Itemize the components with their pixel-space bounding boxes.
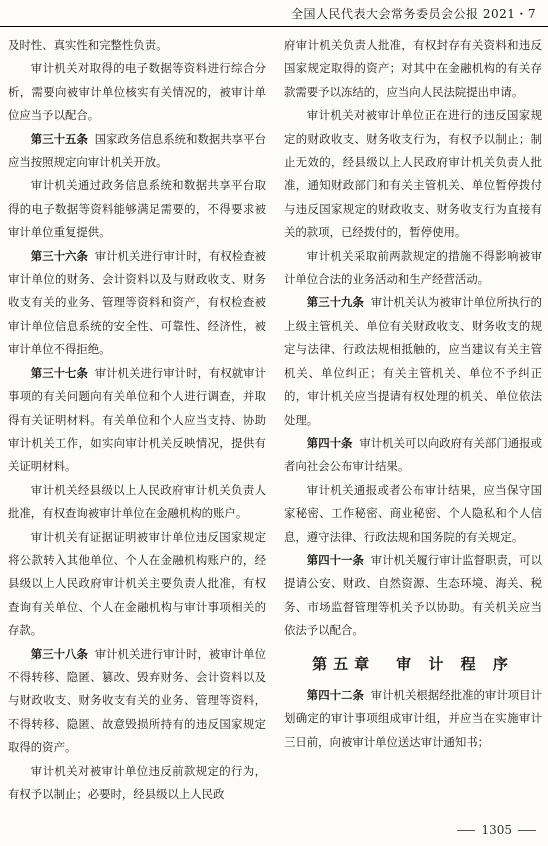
paragraph-text: 审计机关采取前两款规定的措施不得影响被审计单位合法的业务活动和生产经营活动。: [284, 248, 542, 287]
paragraph-text: 国家政务信息系统和数据共享平台应当按照规定向审计机关开放。: [8, 131, 266, 170]
paragraph-text: 审计机关通报或者公布审计结果，应当保守国家秘密、工作秘密、商业秘密、个人隐私和个人信息，遵守法律、行政法规和国务院的有关规定。: [284, 482, 542, 544]
paragraph: [284, 479, 542, 549]
footer-dash-left: [457, 830, 475, 831]
gazette-title: 全国人民代表大会常务委员会公报 2021・7: [291, 7, 536, 21]
paragraph: [8, 34, 266, 57]
article-number: 第三十九条: [306, 295, 364, 310]
article-number: 第三十五条: [30, 131, 88, 146]
paragraph: [8, 526, 266, 643]
paragraph-text: 审计机关进行审计时，被审计单位不得转移、隐匿、篡改、毁弃财务、会计资料以及与财政收支、财务收支有关的业务、管理等资料，不得转移、隐匿、故意毁损所持有的违反国家规定取得的资产。: [8, 646, 266, 755]
page-footer: [284, 823, 542, 837]
paragraph: [8, 479, 266, 526]
paragraph-text: 审计机关根据经批准的审计项目计划确定的审计事项组成审计组，并应当在实施审计三日前，向被审计单位送达审计通知书；: [284, 687, 542, 749]
article-number: 第四十条: [306, 435, 353, 450]
page-header: [0, 0, 548, 27]
article-paragraph: [8, 128, 266, 175]
article-number: 第四十二条: [306, 687, 364, 702]
article-paragraph: [284, 684, 542, 754]
article-number: 第三十六条: [30, 248, 88, 263]
paragraph-text: 审计机关对取得的电子数据等资料进行综合分析，需要向被审计单位核实有关情况的，被审计单位应当予以配合。: [8, 61, 266, 123]
footer-dash-right: [518, 830, 536, 831]
right-column: [284, 34, 542, 754]
paragraph-text: 审计机关履行审计监督职责，可以提请公安、财政、自然资源、生态环境、海关、税务、市场监督管理等机关予以协助。有关机关应当依法予以配合。: [284, 552, 542, 638]
paragraph-text: 审计机关对被审计单位违反前款规定的行为，有权予以制止；必要时，经县级以上人民政: [8, 763, 266, 801]
paragraph-text: 审计机关进行审计时，有权就审计事项的有关问题向有关单位和个人进行调查，并取得有关证明材料。有关单位和个人应当支持、协助审计机关工作，如实向审计机关反映情况，提供有关证明材料。: [8, 365, 266, 474]
article-number: 第三十七条: [30, 365, 88, 380]
article-paragraph: [284, 432, 542, 479]
paragraph-text: 审计机关认为被审计单位所执行的上级主管机关、单位有关财政收支、财务收支的规定与法律、行政法规相抵触的，应当建议有关主管机关、单位纠正；有关主管机关、单位不予纠正的，审计机关应当提请有权处理的机关、单位依法处理。: [284, 295, 542, 427]
article-paragraph: [8, 245, 266, 362]
paragraph-text: 审计机关有证据证明被审计单位违反国家规定将公款转入其他单位、个人在金融机构账户的，经县级以上人民政府审计机关主要负责人批准，有权查询有关单位、个人在金融机构与审计事项相关的存款。: [8, 529, 266, 638]
article-paragraph: [284, 549, 542, 643]
chapter-heading: 第五章 审 计 程 序: [312, 654, 514, 673]
paragraph: [8, 174, 266, 244]
article-number: 第四十一条: [306, 552, 364, 567]
paragraph-text: 审计机关对被审计单位正在进行的违反国家规定的财政收支、财务收支行为，有权予以制止；制止无效的，经县级以上人民政府审计机关负责人批准，通知财政部门和有关主管机关、单位暂停拨付与违反国家规定的财政收支、财务收支行为直接有关的款项，已经拨付的，暂停使用。: [284, 108, 542, 240]
paragraph: [284, 245, 542, 292]
paragraph-text: 审计机关经县级以上人民政府审计机关负责人批准，有权查询被审计单位在金融机构的账户。: [8, 482, 266, 521]
article-paragraph: [8, 362, 266, 479]
paragraph-text: 府审计机关负责人批准，有权封存有关资料和违反国家规定取得的资产；对其中在金融机构的有关存款需要予以冻结的，应当向人民法院提出申请。: [284, 38, 542, 99]
paragraph: [284, 104, 542, 244]
paragraph-text: 审计机关通过政务信息系统和数据共享平台取得的电子数据等资料能够满足需要的，不得要求被审计单位重复提供。: [8, 178, 266, 240]
article-paragraph: [284, 291, 542, 431]
article-paragraph: [8, 643, 266, 760]
paragraph-text: 审计机关可以向政府有关部门通报或者向社会公布审计结果。: [284, 435, 542, 474]
left-column: [8, 34, 266, 806]
paragraph-text: 审计机关进行审计时，有权检查被审计单位的财务、会计资料以及与财政收支、财务收支有关的业务、管理等资料和资产，有权检查被审计单位信息系统的安全性、可靠性、经济性，被审计单位不得拒绝。: [8, 248, 266, 357]
paragraph: [8, 760, 266, 807]
paragraph-text: 及时性、真实性和完整性负责。: [8, 38, 168, 52]
paragraph: [284, 34, 542, 104]
article-number: 第三十八条: [30, 646, 88, 661]
page-number: 1305: [481, 823, 512, 837]
paragraph: [8, 57, 266, 127]
